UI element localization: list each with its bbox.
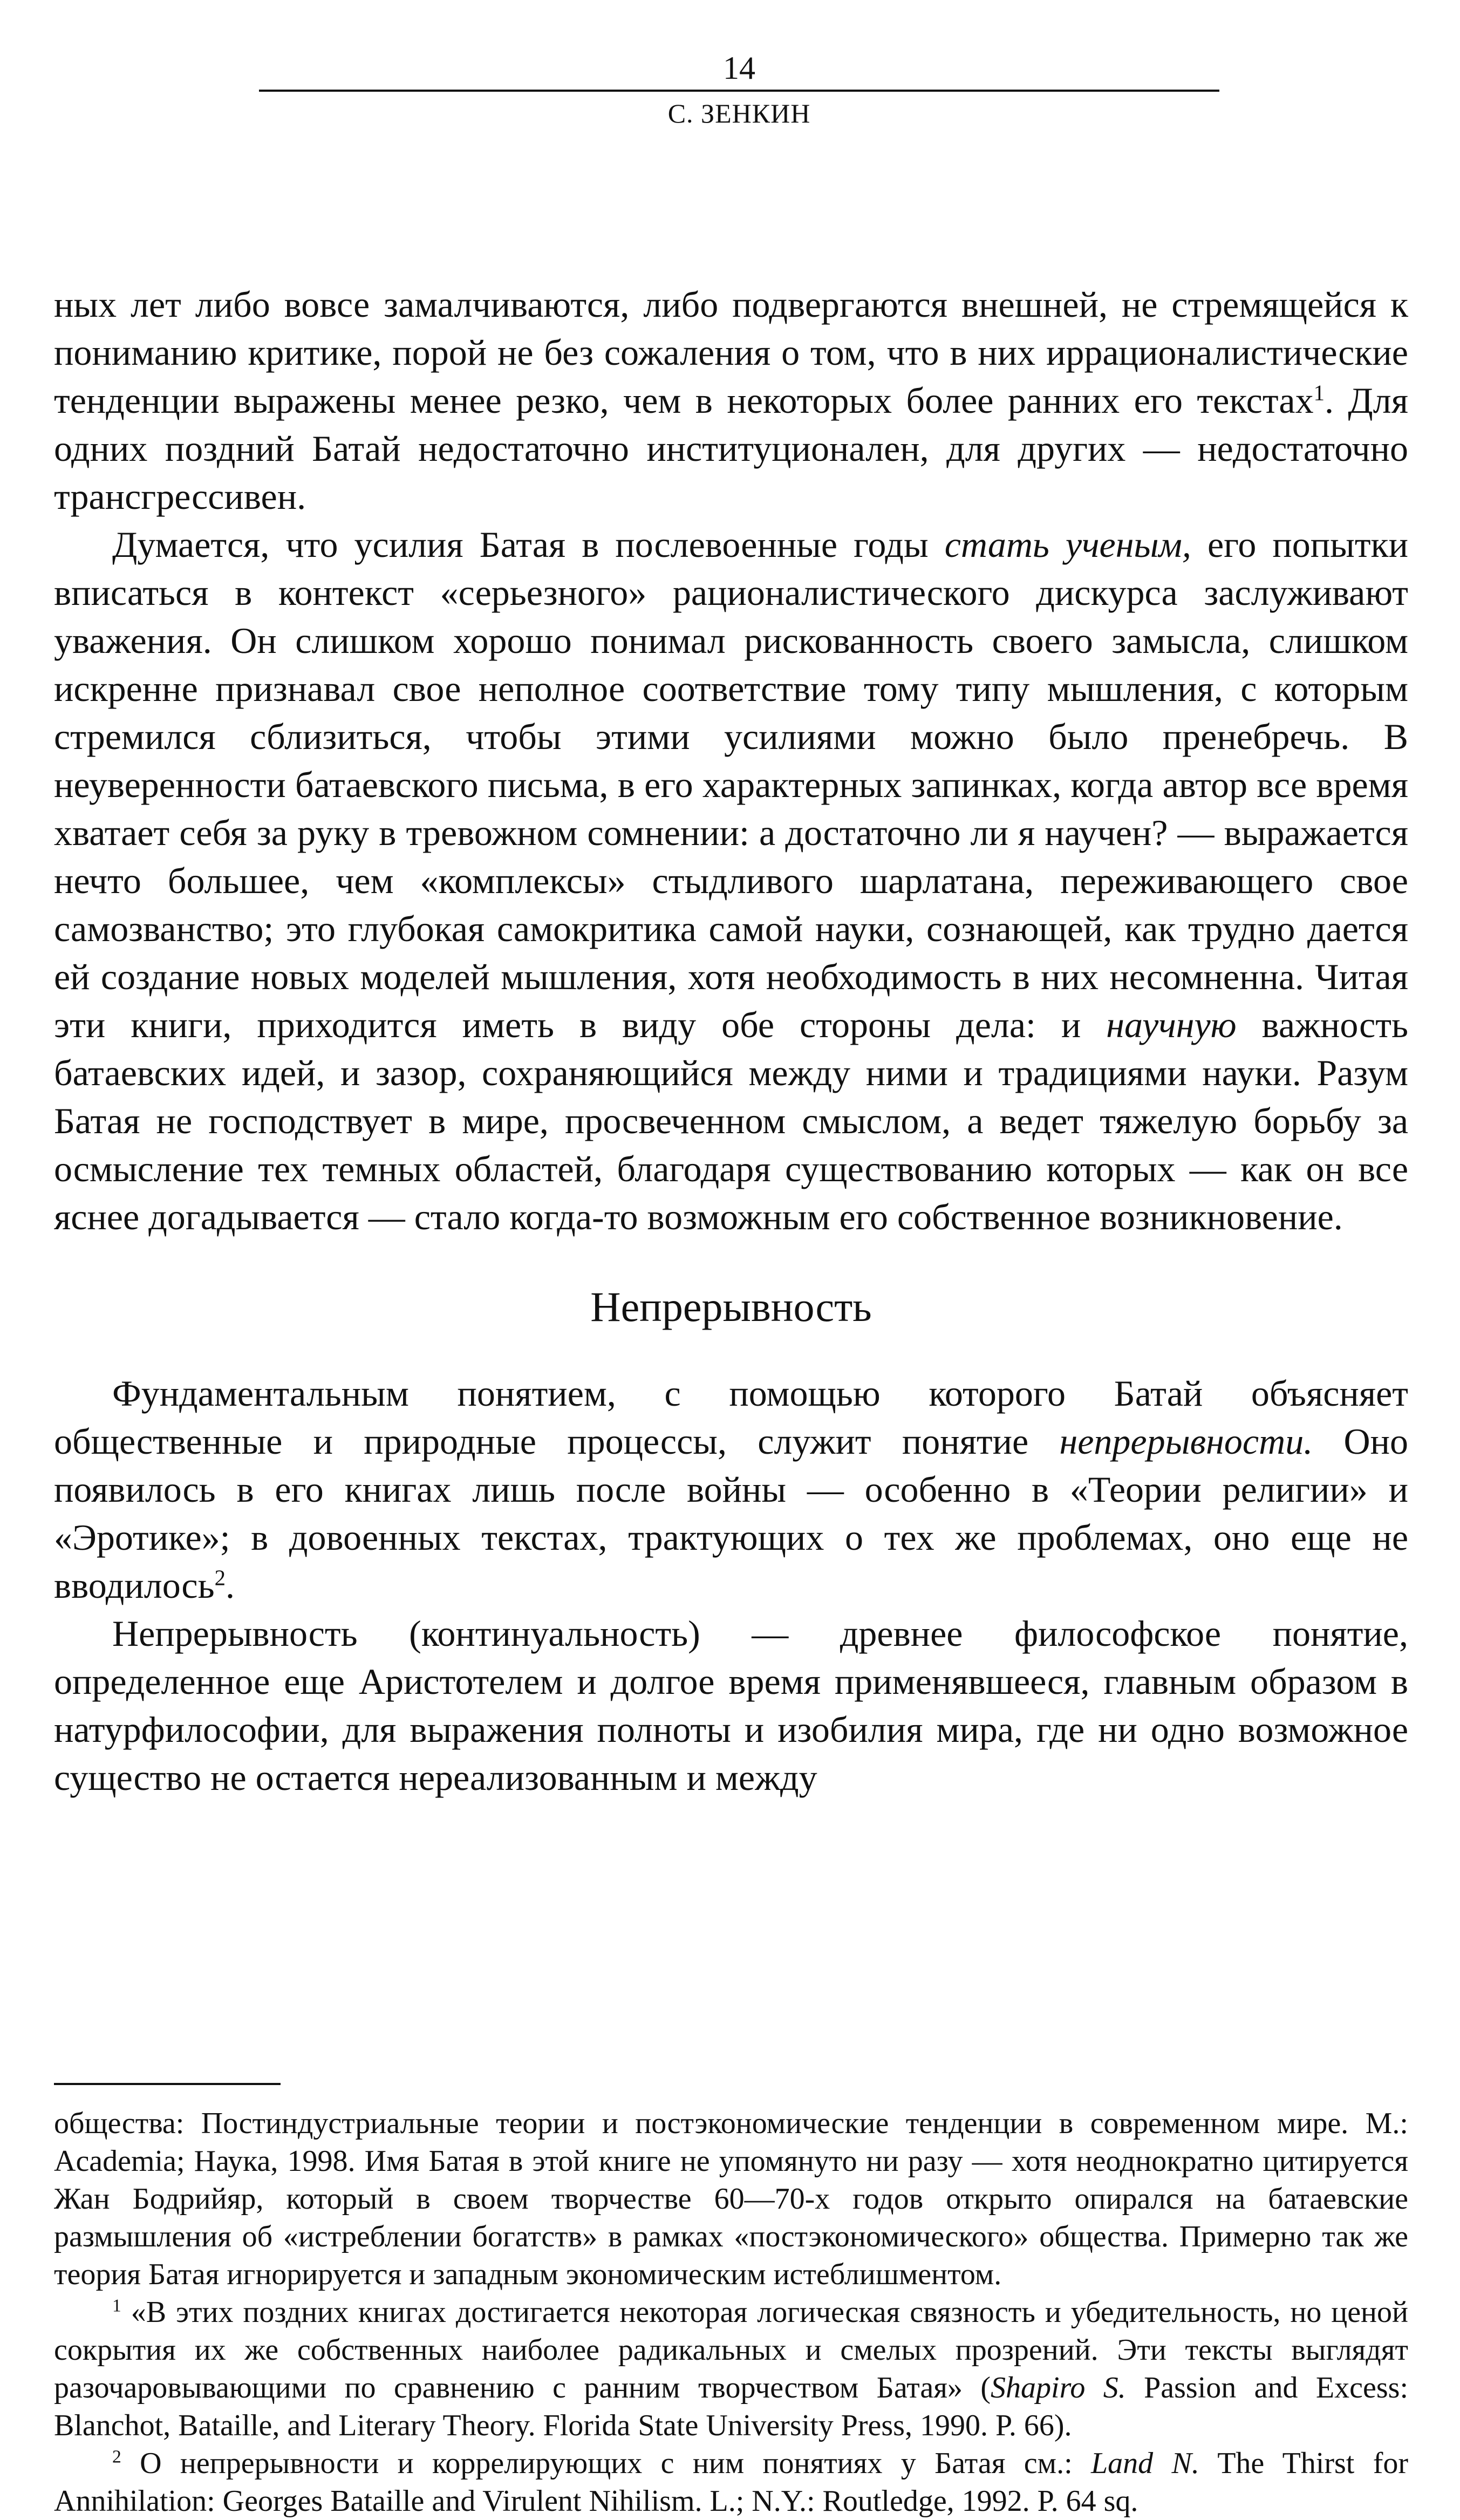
footnote-number: 1 — [112, 2296, 121, 2316]
footnote-text: «В этих поздних книгах достигается некоторая логическая связность и убедительность, но ценой сокрытия их же собственных наиболее радикальных и смелых прозрений. Эти тексты выглядят разочаровывающими по сравнению с ранним творчеством Батая» ( — [54, 2296, 1408, 2405]
emphasis: научную — [1106, 1004, 1237, 1045]
footnote-1 — [54, 2293, 1408, 2444]
emphasis: стать ученым, — [944, 524, 1191, 565]
section-heading: Непрерывность — [590, 1283, 872, 1330]
paragraph — [54, 521, 1408, 1241]
footnotes — [54, 2104, 1408, 2520]
paragraph-text: Думается, что усилия Батая в послевоенные годы — [112, 524, 945, 565]
paragraph — [54, 1610, 1408, 1802]
paragraph-text: Непрерывность (континуальность) — древнее философское понятие, определенное еще Аристотелем и долгое время применявшееся, главным образом в натурфилософии, для выражения полноты и изобилия мира, где ни одно возможное существо не остается нереализованным и между — [54, 1613, 1408, 1798]
header-rule — [259, 90, 1219, 92]
footnote-author: Land N. — [1091, 2447, 1199, 2480]
paragraph — [54, 281, 1408, 521]
paragraph — [54, 1370, 1408, 1610]
page-header — [259, 49, 1219, 132]
paragraph-text: . — [226, 1565, 235, 1606]
footnote-text: О непрерывности и коррелирующих с ним понятиях у Батая см.: — [121, 2447, 1091, 2480]
paragraph-text: важность батаевских идей, и зазор, сохраняющийся между ними и традициями науки. Разум Батая не господствует в мире, просвеченном смыслом, а ведет тяжелую борьбу за осмысление тех темных областей, благодаря существованию которых — как он все яснее догадывается — стало когда-то возможным его собственное возникновение. — [54, 1004, 1408, 1237]
paragraph-text: Оно появилось в его книгах лишь после войны — особенно в «Теории религии» и «Эротике»; в довоенных текстах, трактующих о тех же проблемах, оно еще не вводилось — [54, 1421, 1408, 1606]
paragraph-text: . Для одних поздний Батай недостаточно институционален, для других — недостаточно трансгрессивен. — [54, 380, 1408, 517]
emphasis: непрерывности. — [1059, 1421, 1313, 1462]
footnote-continuation: общества: Постиндустриальные теории и постэкономические тенденции в современном мире. М.: Academia; Наука, 1998. Имя Батая в этой книге не упомянуто ни разу — хотя неоднократно цитируется Жан Бодрийяр, который в своем творчестве 60—70-х годов открыто опирался на батаевские размышления об «истреблении богатств» в рамках «постэкономического» общества. Примерно так же теория Батая игнорируется и западным экономическим истеблишментом. — [54, 2107, 1408, 2291]
footnote-2 — [54, 2444, 1408, 2520]
footnote-ref: 2 — [214, 1565, 226, 1590]
page-number: 14 — [723, 50, 755, 86]
running-head: С. ЗЕНКИН — [667, 98, 811, 128]
footnote-text: Passion and Excess: Blanchot, Bataille, and Literary Theory. Florida State University Press, 1990. P. 66). — [54, 2371, 1408, 2442]
paragraph-text: его попытки вписаться в контекст «серьезного» рационалистического дискурса заслуживают уважения. Он слишком хорошо понимал рискованность своего замысла, слишком искренне признавал свое неполное соответствие тому типу мышления, с которым стремился сблизиться, чтобы этими усилиями можно было пренебречь. В неуверенности батаевского письма, в его характерных запинках, когда автор все время хватает себя за руку в тревожном сомнении: а достаточно ли я научен? — выражается нечто большее, чем «комплексы» стыдливого шарлатана, переживающего свое самозванство; это глубокая самокритика самой науки, сознающей, как трудно дается ей создание новых моделей мышления, хотя необходимость в них несомненна. Читая эти книги, приходится иметь в виду обе стороны дела: и — [54, 524, 1408, 1045]
footnote-author: Shapiro S. — [991, 2371, 1126, 2405]
paragraph-text: Фундаментальным понятием, с помощью которого Батай объясняет общественные и природные процессы, служит понятие — [54, 1373, 1408, 1462]
footnote-rule — [54, 2083, 281, 2085]
footnote-text: The Thirst for Annihilation: Georges Bataille and Virulent Nihilism. L.; N.Y.: Routledge, 1992. P. 64 sq. — [54, 2447, 1408, 2518]
main-text — [54, 281, 1408, 1802]
paragraph-text: ных лет либо вовсе замалчиваются, либо подвергаются внешней, не стремящейся к пониманию критике, порой не без сожаления о том, что в них иррационалистические тенденции выражены менее резко, чем в некоторых более ранних его текстах — [54, 284, 1408, 421]
footnote-ref: 1 — [1313, 380, 1325, 405]
footnote-number: 2 — [112, 2447, 121, 2467]
